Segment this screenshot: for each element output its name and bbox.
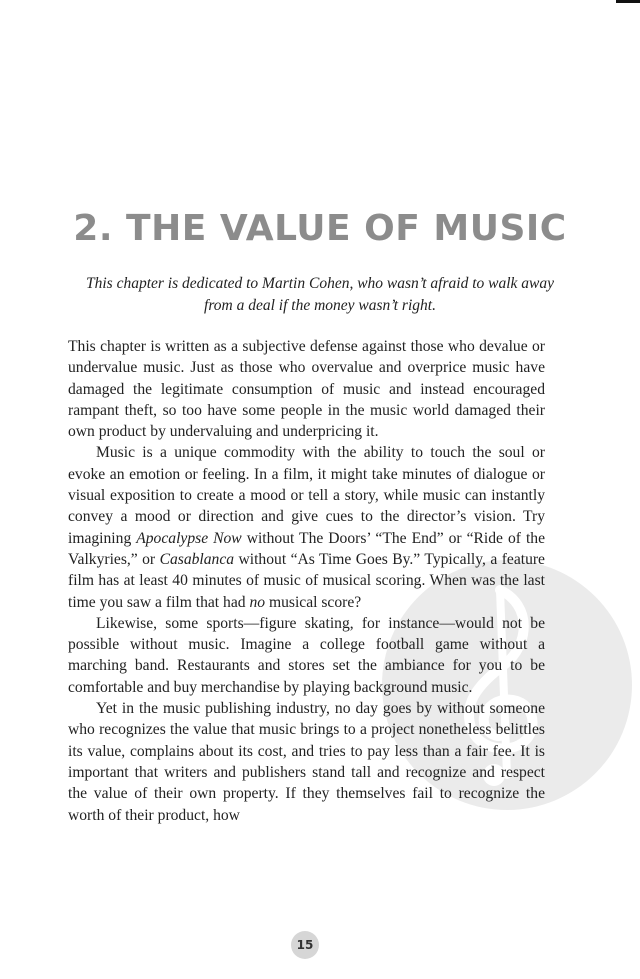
chapter-body bbox=[68, 336, 545, 826]
paragraph bbox=[68, 613, 545, 698]
text-run: without “As Time Goes By.” Typically, a feature film has at least 40 minutes of music of musical scoring. When was the last time you saw a film that had bbox=[68, 550, 545, 611]
corner-crop-mark bbox=[616, 0, 640, 3]
paragraph bbox=[68, 698, 545, 826]
text-run: Likewise, some sports—figure skating, for instance—would not be possible without music. Imagine a college football game without a marching band. Restaurants and stores set the ambiance for you to be comfortable and buy merchandise by playing background music. bbox=[68, 614, 545, 696]
italic-text-run: Apocalypse Now bbox=[136, 529, 242, 547]
paragraph bbox=[68, 336, 545, 442]
chapter-title: 2. THE VALUE OF MUSIC bbox=[73, 208, 567, 249]
text-run: without The Doors’ “The End” or “Ride of the Valkyries,” or bbox=[68, 529, 545, 568]
page-number-badge bbox=[291, 931, 319, 959]
italic-text-run: no bbox=[249, 593, 266, 611]
page-number: 15 bbox=[296, 938, 314, 952]
italic-text-run: Casablanca bbox=[159, 550, 235, 568]
text-run: This chapter is written as a subjective defense against those who devalue or undervalue music. Just as those who overvalue and overprice music have damaged the legitimate consumption of music and instead encouraged rampant theft, so too have some people in the music world damaged their own product by undervaluing and underpricing it. bbox=[68, 338, 545, 441]
chapter-dedication: This chapter is dedicated to Martin Cohen, who wasn’t afraid to walk away from a deal if the money wasn’t right. bbox=[85, 275, 554, 314]
paragraph bbox=[68, 442, 545, 612]
text-run: musical score? bbox=[265, 593, 362, 611]
text-run: Music is a unique commodity with the ability to touch the soul or evoke an emotion or feeling. In a film, it might take minutes of dialogue or visual exposition to create a mood or tell a story, while music can instantly convey a mood or direction and give cues to the director’s vision. Try imagining bbox=[68, 444, 545, 547]
text-run: Yet in the music publishing industry, no day goes by without someone who recognizes the value that music brings to a project nonetheless belittles its value, complains about its cost, and tries to pay less than a fair fee. It is important that writers and publishers stand tall and recognize and respect the value of their own property. If they themselves fail to recognize the worth of their product, how bbox=[68, 700, 545, 824]
